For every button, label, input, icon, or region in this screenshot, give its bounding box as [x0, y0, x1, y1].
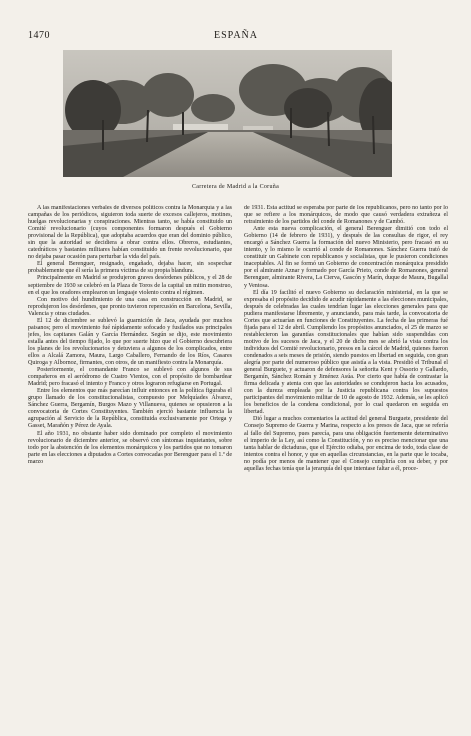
right-column: [244, 205, 448, 710]
paragraph: Ante esta nueva complicación, el general Berenguer dimitió con todo el Gobierno (14 de febrero de 1931), y después de las consultas de rigor, el rey encargó a Sánchez Guerra la formación del nuevo Ministerio, pero fracasó en su intento, y lo mismo le ocurrió al conde de Romanones. Sánchez Guerra trató de constituir un Gabinete con republicanos y socialistas, que le pusieron condiciones inaceptables. Al fin se formó un Gobierno de concentración monárquica presidido por el almirante Aznar y formado por García Prieto, conde de Romanones, general Berenguer, almirante Rivera, La Cierva, Gascón y Marín, duque de Maura, Bugallal y Ventosa.: [244, 226, 448, 289]
paragraph: A las manifestaciones verbales de diversos políticos contra la Monarquía y a las campañas de los periódicos, siguieron toda suerte de excesos callejeros, motines, huelgas revolucionarias y conspiraciones. Mientras tanto, se había constituido un Comité revolucionario (cuyos componentes formaron después el Gobierno provisional de la República), que adoptaba acuerdos que eran del dominio público, sin que la autoridad se decidiera a obrar contra ellos. Obreros, estudiantes, catedráticos y bastantes militares habían constituido un frente revolucionario, que no dejaba pasar ocasión para perturbar la vida del país.: [28, 205, 232, 261]
road-photograph: [63, 50, 392, 177]
article-body: [28, 205, 448, 710]
paragraph: El 12 de diciembre se sublevó la guarnición de Jaca, ayudada por muchos paisanos; pero el movimiento fué rápidamente sofocado y fusilados sus principales jefes, los capitanes Galán y García Hernández. Según se dijo, este movimiento estalla antes del tiempo fijado, lo que por suerte hizo que el Gobierno descubriera los planes de los revolucionarios y detuviera a algunos de los complicados, entre ellos a Alcalá Zamora, Maura, Largo Caballero, Fernando de los Ríos, Casares Quiroga y Albornoz, firmantes, con otros, de un manifiesto contra la Monarquía.: [28, 317, 232, 367]
paragraph: El general Berenguer, resignado, engañado, dejaba hacer, sin sospechar probablemente que él sería la primera víctima de su propia blandura.: [28, 261, 232, 275]
paragraph: El año 1931, no obstante haber sido dominado por completo el movimiento revolucionario de diciembre anterior, se observó con síntomas inquietantes, sobre todo por la abstención de los elementos monárquicos y los partidos que no tomaron parte en las elecciones a diputados a Cortes convocadas por Berenguer para el 1.º de marzo: [28, 430, 232, 465]
paragraph: de 1931. Esta actitud se esperaba por parte de los republicanos, pero no tanto por lo que se refiere a los monárquicos, de modo que causó verdadera extrañeza el retraimiento de los partidos del conde de Romanones y de Cambó.: [244, 205, 448, 226]
page-number: 1470: [28, 30, 50, 41]
paragraph: Con motivo del hundimiento de una casa en construcción en Madrid, se reprodujeron los desórdenes, que pronto tuvieron repercusión en Barcelona, Sevilla, Valencia y otras ciudades.: [28, 296, 232, 317]
paragraph: Posteriormente, el comandante Franco se sublevó con algunos de sus compañeros en el aeródromo de Cuatro Vientos, con el propósito de bombardear Madrid; pero fracasó el intento y Franco y otros lograron refugiarse en Portugal.: [28, 367, 232, 388]
paragraph: Entre los elementos que más parecían influir entonces en la política figuraba el grupo llamado de los constitucionalistas, compuesto por Melquíades Álvarez, Sánchez Guerra, Bergamín, Burgos Mazo y Villanueva, quienes se opusieron a la convocatoria de Cortes Constituyentes. También ejerció bastante influencia la agrupación al Servicio de la República, constituida exclusivamente por Ortega y Gasset, Marañón y Pérez de Ayala.: [28, 388, 232, 430]
paragraph: Dió lugar a muchos comentarios la actitud del general Burguete, presidente del Consejo Supremo de Guerra y Marina, respecto a los presos de Jaca, que se refería al fallo del Supremo, pues parecía, para una obligación fuertemente determinativo el imperio de la Ley, así como la Constitución, y no es preciso mencionar que una tanta hablar de dictaduras, que el Ejército odiaba, por encima de todo, toda clase de intentos contra el honor, y que en aquellas circunstancias, en la parte que le tocaba, no podía por menos de mantener que el Consejo cumpliría con su deber, y por aquellas fechas tenía que la jerarquía del que intentase faltar a él, proce-: [244, 416, 448, 472]
left-column: [28, 205, 232, 710]
paragraph: Principalmente en Madrid se produjeron graves desórdenes públicos, y el 28 de septiembre de 1930 se celebró en la Plaza de Toros de la capital un mitin monstruo, en el que los oradores emplearon un lenguaje violento contra el régimen.: [28, 275, 232, 296]
running-title: ESPAÑA: [214, 30, 258, 41]
road-photograph-image: [63, 50, 392, 177]
figure-caption: Carretera de Madrid a la Coruña: [191, 184, 280, 190]
paragraph: El día 19 facilitó el nuevo Gobierno su declaración ministerial, en la que se expresaba el propósito decidido de acudir rápidamente a las elecciones municipales, después de celebradas las cuales tendrían lugar las elecciones generales para que pudiera manifestarse libremente, y anunciando, para más tarde, la convocatoria de Cortes que actuarían en funciones de Constituyentes. La fecha de las primeras fué fijada para el 12 de abril. Cumpliendo los propósitos anunciados, el 25 de marzo se restablecieron las garantías constitucionales que habían sido suspendidas con motivo de los sucesos de Jaca, y el 20 de dicho mes se abrió la vista contra los individuos del Comité revolucionario, presos en la cárcel de Madrid, quienes fueron condenados a seis meses de prisión, siendo puestos en libertad en seguida, con gran alegría por parte del numeroso público que asistía a la vista. Presidió el Tribunal el general Burguete, y actuaron de defensores la señorita Kent y Ossorio y Gallardo, Bergamín, Sánchez Román y Jiménez Asúa. Por cierto que había de contrastar la firma delicada y atenta con que las autoridades se condujeron hacia los acusados, con la dureza empleada por la Justicia republicana contra los supuestos participantes del movimiento militar de 10 de agosto de 1932. Además, se les aplicó los beneficios de la condena condicional, por lo cual quedaron en seguida en libertad.: [244, 289, 448, 416]
page-header: [28, 30, 444, 41]
